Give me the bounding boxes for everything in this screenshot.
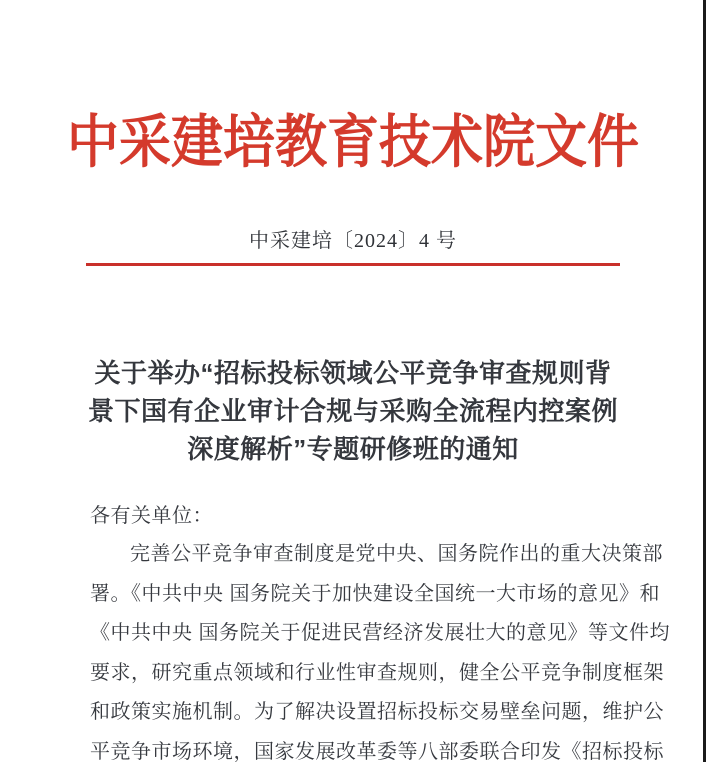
body-text-line-1: 完善公平竞争审查制度是党中央、国务院作出的重大决策部 [130, 543, 663, 565]
notice-title-line-3: 深度解析”专题研修班的通知 [187, 434, 519, 464]
notice-title-line-1: 关于举办“招标投标领域公平竞争审查规则背 [94, 358, 612, 388]
salutation: 各有关单位： [90, 505, 213, 527]
notice-title [0, 354, 706, 468]
document-body [90, 502, 671, 762]
body-text-line-4: 要求，研究重点领域和行业性审查规则，健全公平竞争制度框架 [90, 661, 664, 684]
document-number: 中采建培〔2024〕4 号 [249, 230, 457, 252]
agency-header-title: 中采建培教育技术院文件 [66, 111, 639, 175]
body-paragraph [90, 535, 671, 762]
body-text-line-3: 《中共中央 国务院关于促进民营经济发展壮大的意见》等文件均 [90, 622, 671, 644]
body-text-line-6: 平竞争市场环境，国家发展改革委等八部委联合印发《招标投标 [90, 740, 664, 762]
notice-title-line-2: 景下国有企业审计合规与采购全流程内控案例 [87, 396, 618, 426]
body-text-line-2: 署。《中共中央 国务院关于加快建设全国统一大市场的意见》和 [90, 582, 661, 605]
body-text-line-5: 和政策实施机制。为了解决设置招标投标交易壁垒问题，维护公 [90, 701, 664, 723]
red-divider-line [86, 263, 620, 266]
